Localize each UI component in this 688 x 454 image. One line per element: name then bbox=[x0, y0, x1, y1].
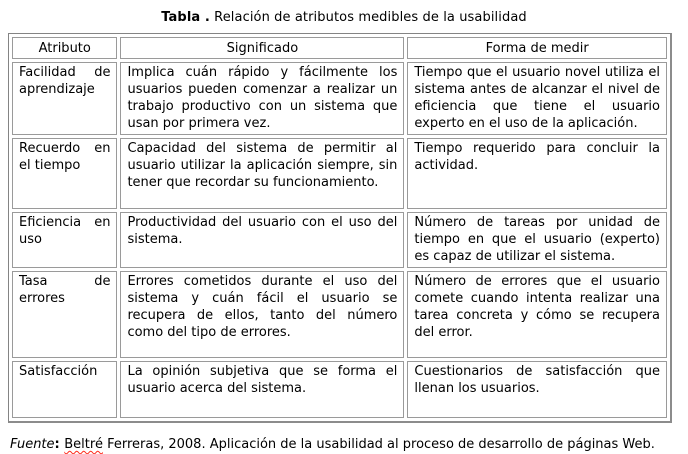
cell-atributo: Eficiencia en uso bbox=[12, 212, 117, 268]
cell-significado: Productividad del usuario con el uso del sistema. bbox=[120, 212, 404, 268]
source-note bbox=[10, 436, 678, 453]
table-row bbox=[12, 212, 667, 268]
table-row bbox=[12, 62, 667, 135]
table-caption-label: Tabla . bbox=[161, 10, 210, 25]
cell-forma-de-medir: Tiempo que el usuario novel utiliza el sistema antes de alcanzar el nivel de eficiencia que tiene el usuario experto en el uso de la aplicación. bbox=[407, 62, 667, 135]
column-header-significado: Significado bbox=[120, 37, 404, 59]
table-row bbox=[12, 271, 667, 358]
cell-atributo: Facilidad de aprendizaje bbox=[12, 62, 117, 135]
source-colon: : bbox=[54, 437, 65, 452]
table-row bbox=[12, 361, 667, 418]
column-header-atributo: Atributo bbox=[12, 37, 117, 59]
cell-atributo: Recuerdo en el tiempo bbox=[12, 138, 117, 209]
table-caption-text: Relación de atributos medibles de la usabilidad bbox=[209, 10, 527, 25]
cell-significado: Errores cometidos durante el uso del sistema y cuán fácil el usuario se recupera de ellos, tanto del número como del tipo de errores. bbox=[120, 271, 404, 358]
cell-significado: Implica cuán rápido y fácilmente los usuarios pueden comenzar a realizar un trabajo productivo con un sistema que usan por primera vez. bbox=[120, 62, 404, 135]
cell-forma-de-medir: Número de tareas por unidad de tiempo en que el usuario (experto) es capaz de utilizar el sistema. bbox=[407, 212, 667, 268]
cell-forma-de-medir: Cuestionarios de satisfacción que llenan los usuarios. bbox=[407, 361, 667, 418]
cell-significado: Capacidad del sistema de permitir al usuario utilizar la aplicación siempre, sin tener que recordar su funcionamiento. bbox=[120, 138, 404, 209]
cell-significado: La opinión subjetiva que se forma el usuario acerca del sistema. bbox=[120, 361, 404, 418]
cell-atributo: Tasa de errores bbox=[12, 271, 117, 358]
usability-attributes-table bbox=[8, 33, 672, 423]
source-author-misspelled: Beltré bbox=[64, 437, 103, 452]
source-text: Ferreras, 2008. Aplicación de la usabilidad al proceso de desarrollo de páginas Web. bbox=[102, 437, 655, 452]
cell-forma-de-medir: Tiempo requerido para concluir la actividad. bbox=[407, 138, 667, 209]
header-row bbox=[12, 37, 667, 59]
table-row bbox=[12, 138, 667, 209]
table-caption bbox=[0, 9, 688, 26]
cell-forma-de-medir: Número de errores que el usuario comete cuando intenta realizar una tarea concreta y cómo se recupera del error. bbox=[407, 271, 667, 358]
cell-atributo: Satisfacción bbox=[12, 361, 117, 418]
source-label: Fuente bbox=[10, 437, 55, 452]
column-header-forma-de-medir: Forma de medir bbox=[407, 37, 667, 59]
